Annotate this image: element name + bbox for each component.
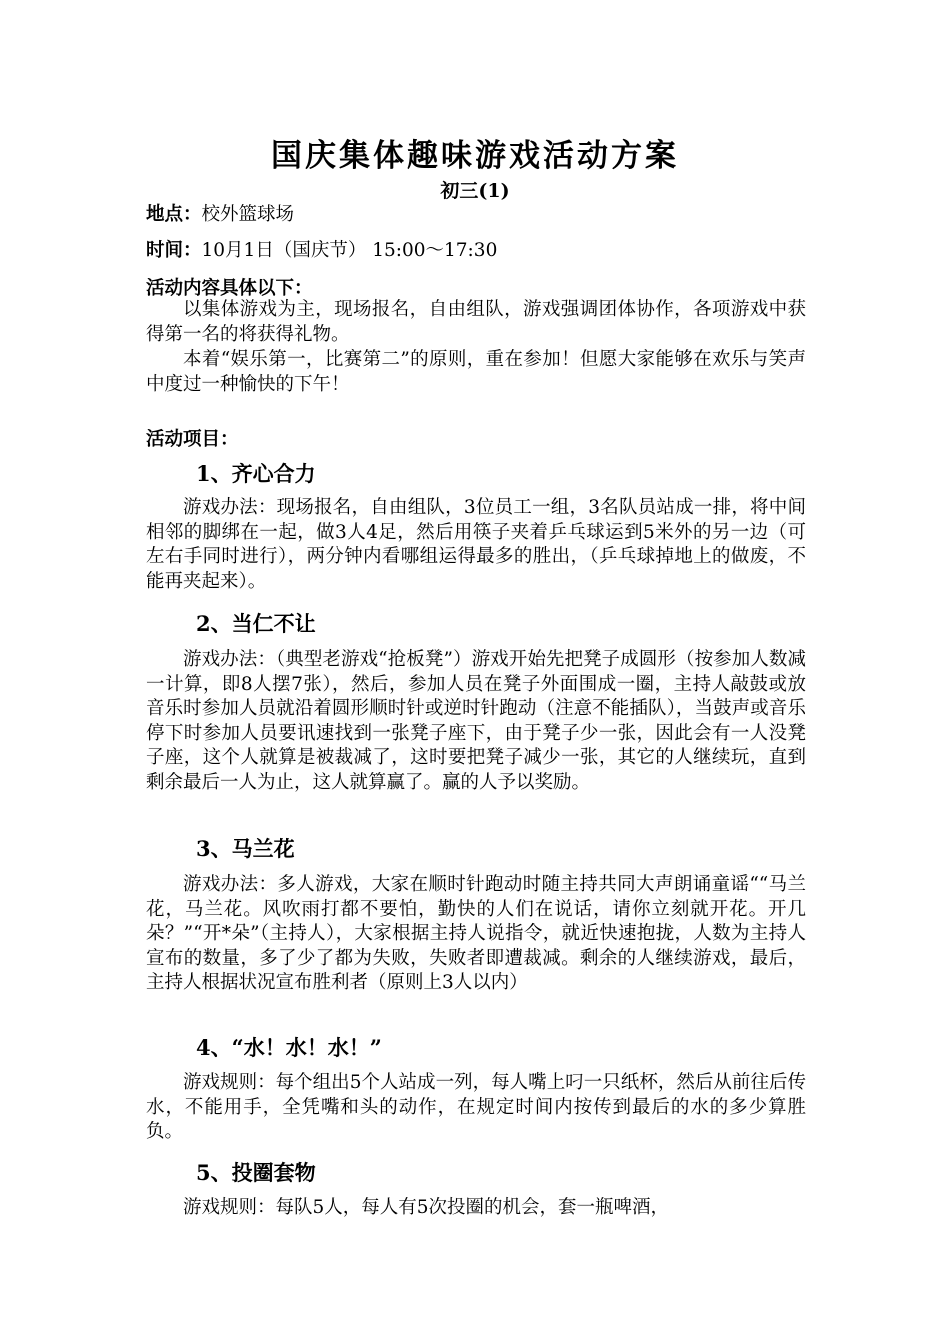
item-text-3: 游戏办法：多人游戏，大家在顺时针跑动时随主持共同大声朗诵童谣““马兰花，马兰花。风吹雨打都不要怕，勤快的人们在说话，请你立刻就开花。开几朵？”“开*朵”（主持人），大家根据主持人说指令，就近快速抱拢，人数为主持人宣布的数量，多了少了都为失败，失败者即遭裁减。剩余的人继续游戏，最后，主持人根据状况宣布胜利者（原则上3人以内） [146, 874, 806, 994]
item-heading-4: 4、“水！水！水！” [196, 1035, 382, 1060]
location-value: 校外篮球场 [201, 204, 295, 225]
item-text-5: 游戏规则：每队5人，每人有5次投圈的机会，套一瓶啤酒， [183, 1197, 670, 1218]
page-title: 国庆集体趣味游戏活动方案 [271, 138, 679, 174]
items-label: 活动项目： [146, 429, 239, 450]
item-heading-1: 1、齐心合力 [196, 461, 316, 486]
item-text-1: 游戏办法：现场报名，自由组队，3位员工一组，3名队员站成一排，将中间相邻的脚绑在一起，做3人4足，然后用筷子夹着乒乓球运到5米外的另一边（可左右手同时进行），两分钟内看哪组运得最多的胜出，（乒乓球掉地上的做废，不能再夹起来）。 [146, 497, 806, 592]
item-text-4: 游戏规则：每个组出5个人站成一列，每人嘴上叼一只纸杯，然后从前往后传水，不能用手，全凭嘴和头的动作，在规定时间内按传到最后的水的多少算胜负。 [146, 1072, 806, 1143]
location-line [146, 200, 294, 226]
item-heading-2: 2、当仁不让 [196, 611, 316, 636]
intro-paragraph-2: 本着“娱乐第一，比赛第二”的原则，重在参加！但愿大家能够在欢乐与笑声中度过一种愉快的下午！ [146, 349, 806, 395]
time-value: 10月1日（国庆节） 15:00～17:30 [201, 240, 498, 261]
item-text-2: 游戏办法：（典型老游戏“抢板凳”）游戏开始先把凳子成圆形（按参加人数减一计算，即8人摆7张），然后，参加人员在凳子外面围成一圈，主持人敲鼓或放音乐时参加人员就沿着圆形顺时针或逆时针跑动（注意不能插队），当鼓声或音乐停下时参加人员要讯速找到一张凳子座下，由于凳子少一张，因此会有一人没凳子座，这个人就算是被裁减了，这时要把凳子减少一张，其它的人继续玩，直到剩余最后一人为止，这人就算赢了。赢的人予以奖励。 [146, 649, 806, 793]
location-label: 地点： [146, 204, 202, 225]
class-subtitle: 初三(1) [440, 180, 510, 202]
time-line [146, 236, 497, 262]
time-label: 时间： [146, 240, 202, 261]
item-heading-5: 5、投圈套物 [196, 1160, 316, 1185]
item-heading-3: 3、马兰花 [196, 836, 295, 861]
content-label: 活动内容具体以下： [146, 278, 313, 299]
intro-paragraph-1: 以集体游戏为主，现场报名，自由组队，游戏强调团体协作，各项游戏中获得第一名的将获得礼物。 [146, 299, 806, 345]
